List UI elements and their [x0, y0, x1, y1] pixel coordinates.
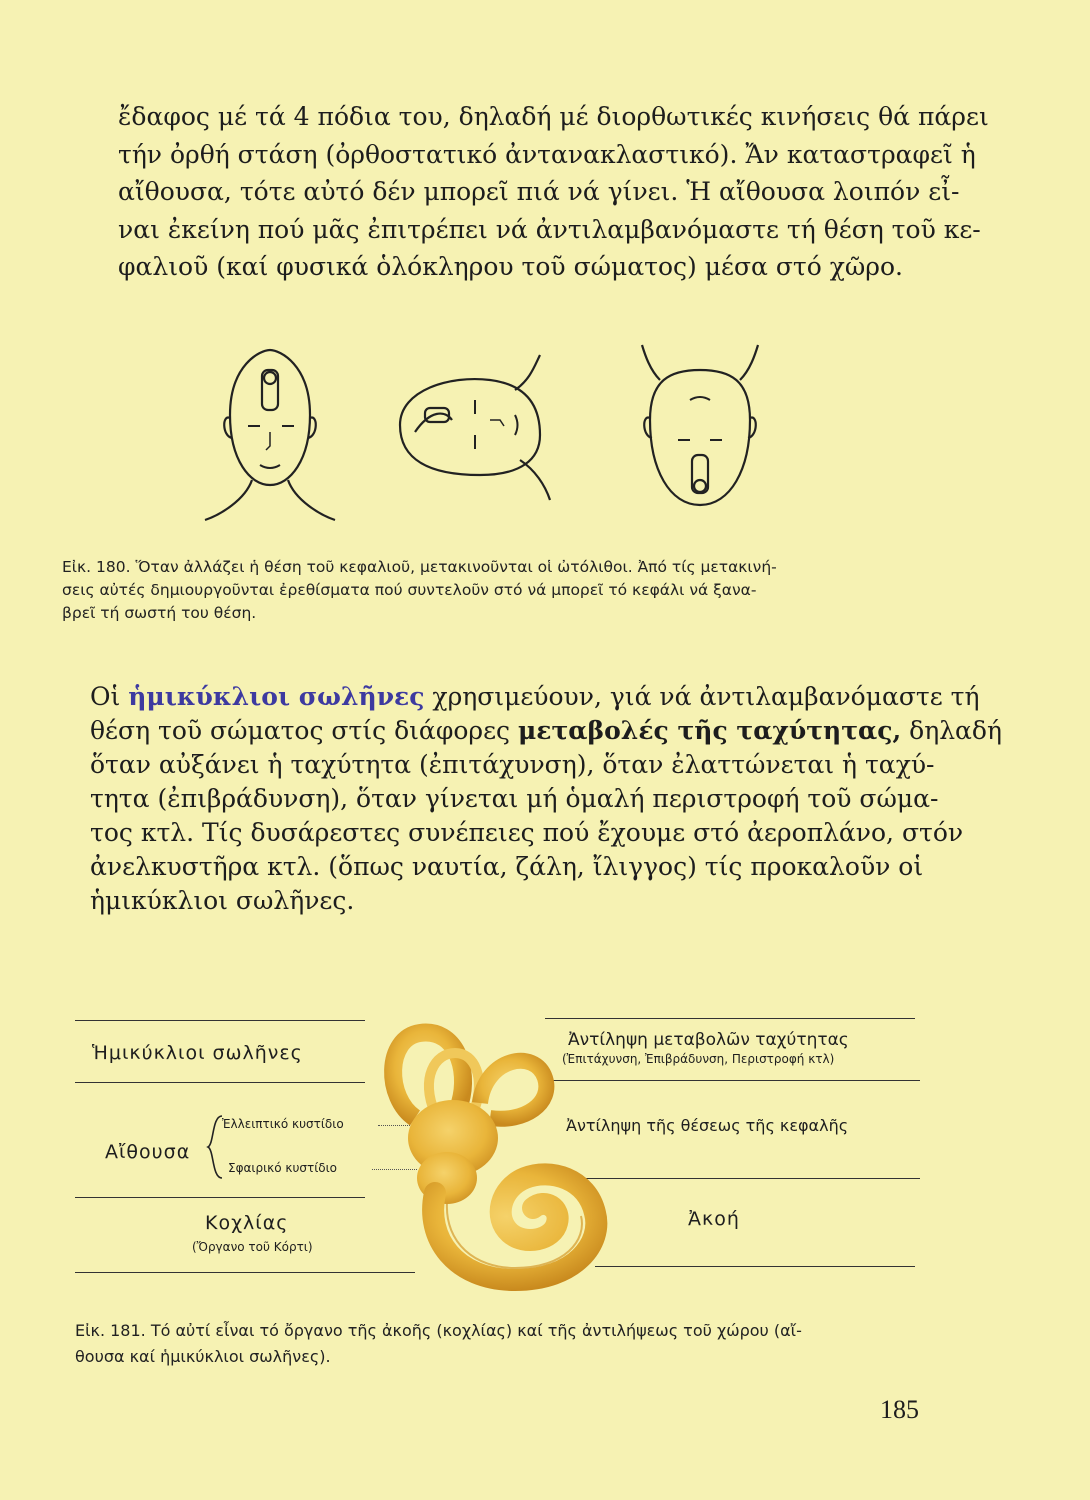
caption-line: βρεῖ τή σωστή του θέση. [62, 604, 257, 622]
page-number: 185 [880, 1395, 919, 1424]
rule-line [595, 1266, 915, 1267]
text-line: ἀνελκυστῆρα κτλ. (ὅπως ναυτία, ζάλη, ἴλιγγος) τίς προκαλοῦν οἱ [90, 852, 924, 881]
caption-line: θουσα καί ἡμικύκλιοι σωλῆνες). [75, 1347, 331, 1366]
text-line: φαλιοῦ (καί φυσικά ὁλόκληρου τοῦ σώματος) μέσα στό χῶρο. [118, 252, 903, 281]
inner-ear-illustration [375, 1018, 610, 1298]
text-line: τητα (ἐπιβράδυνση), ὅταν γίνεται μή ὁμαλή περιστροφή τοῦ σώμα- [90, 784, 939, 813]
rule-line [75, 1197, 365, 1198]
text-line: αἴθουσα, τότε αὐτό δέν μπορεῖ πιά νά γίνει. Ἡ αἴθουσα λοιπόν εἶ- [118, 177, 960, 206]
paragraph-vestibule [118, 98, 989, 286]
rule-line [75, 1272, 415, 1273]
caption-line: σεις αὐτές δημιουργοῦνται ἐρεθίσματα πού συντελοῦν στό νά μπορεῖ τό κεφάλι νά ξανα- [62, 581, 757, 599]
text-line2-pre: θέση τοῦ σώματος στίς διάφορες [90, 716, 518, 745]
label-saccule: Σφαιρικό κυστίδιο [228, 1161, 338, 1175]
paragraph-semicircular [90, 680, 1002, 918]
head-upright [205, 350, 335, 520]
label-speed-perception: Ἀντίληψη μεταβολῶν ταχύτητας [568, 1030, 849, 1050]
vestibule [408, 1100, 498, 1204]
rule-line [75, 1020, 365, 1021]
caption-line: Εἰκ. 180. Ὅταν ἀλλάζει ἡ θέση τοῦ κεφαλιοῦ, μετακινοῦνται οἱ ὠτόλιθοι. Ἀπό τίς μετακινή- [62, 558, 777, 576]
figure-180-head-positions [190, 340, 930, 540]
head-inverted [642, 345, 758, 505]
text-line: ὅταν αὐξάνει ἡ ταχύτητα (ἐπιτάχυνση), ὅταν ἐλαττώνεται ἡ ταχύ- [90, 750, 935, 779]
text-line: τήν ὀρθή στάση (ὀρθοστατικό ἀντανακλαστικό). Ἄν καταστραφεῖ ἡ [118, 139, 976, 169]
label-utricle: Ἐλλειπτικό κυστίδιο [222, 1117, 344, 1131]
label-head-position: Ἀντίληψη τῆς θέσεως τῆς κεφαλῆς [566, 1116, 849, 1135]
label-vestibule: Αἴθουσα [105, 1141, 191, 1163]
text-line [90, 680, 980, 714]
head-tilted [400, 355, 550, 500]
text-line: τος κτλ. Τίς δυσάρεστες συνέπειες πού ἔχουμε στό ἀεροπλάνο, στόν [90, 818, 964, 847]
figure-181-caption [75, 1318, 955, 1370]
rule-line [75, 1082, 365, 1083]
text-after-highlight: χρησιμεύουν, γιά νά ἀντιλαμβανόμαστε τή [424, 682, 980, 711]
caption-line: Εἰκ. 181. Τό αὐτί εἶναι τό ὄργανο τῆς ἀκοῆς (κοχλίας) καί τῆς ἀντιλήψεως τοῦ χώρου (αἴ- [75, 1321, 802, 1340]
label-organ-of-corti: (Ὄργανο τοῦ Κόρτι) [192, 1240, 313, 1254]
text-line2-post: δηλαδή [901, 716, 1002, 745]
label-cochlea: Κοχλίας [205, 1212, 289, 1234]
highlight-term: ἡμικύκλιοι σωλῆνες [128, 682, 425, 711]
text-line [90, 714, 1002, 748]
text-line: ἡμικύκλιοι σωλῆνες. [90, 886, 355, 915]
text-line: ναι ἐκείνη πού μᾶς ἐπιτρέπει νά ἀντιλαμβανόμαστε τή θέση τοῦ κε- [118, 214, 981, 244]
label-semicircular-canals: Ἡμικύκλιοι σωλῆνες [92, 1042, 303, 1064]
label-hearing: Ἀκοή [688, 1208, 740, 1230]
bold-term: μεταβολές τῆς ταχύτητας, [517, 716, 902, 745]
text-line: ἔδαφος μέ τά 4 πόδια του, δηλαδή μέ διορθωτικές κινήσεις θά πάρει [118, 102, 989, 131]
label-speed-examples: (Ἐπιτάχυνση, Ἐπιβράδυνση, Περιστροφή κτλ) [562, 1052, 835, 1066]
text-lead: Οἱ [90, 682, 129, 711]
figure-180-caption [62, 556, 952, 625]
